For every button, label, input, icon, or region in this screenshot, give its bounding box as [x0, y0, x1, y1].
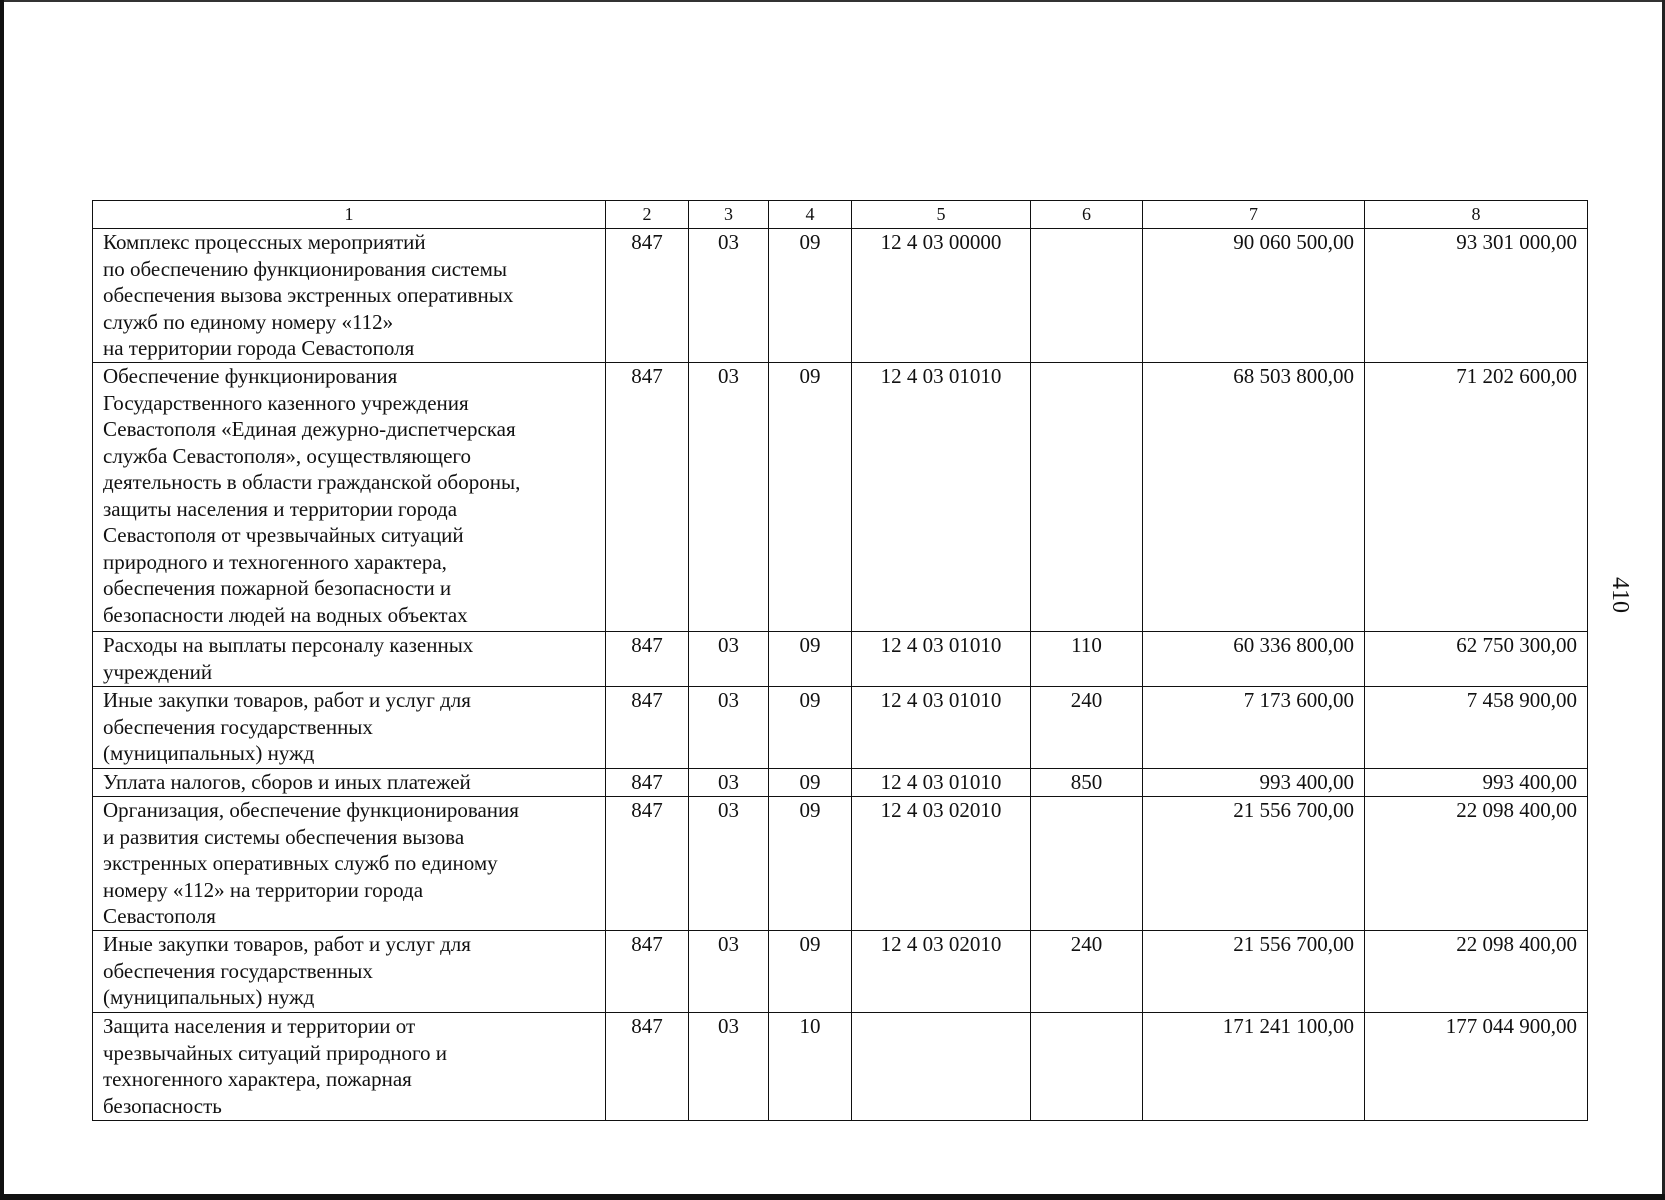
- cell-target-article: [852, 1013, 1031, 1121]
- cell-subsection-code: 09: [769, 363, 852, 632]
- cell-amount-year-1: 60 336 800,00: [1143, 632, 1365, 687]
- row-name-line: служб по единому номеру «112»: [103, 309, 394, 334]
- scan-edge-left: [0, 0, 4, 1200]
- cell-amount-year-2: 993 400,00: [1365, 769, 1588, 797]
- cell-subsection-code: 09: [769, 229, 852, 363]
- cell-section-code: 03: [689, 769, 769, 797]
- cell-amount-year-1: 7 173 600,00: [1143, 687, 1365, 769]
- cell-expense-type: 240: [1031, 687, 1143, 769]
- cell-amount-year-1: 21 556 700,00: [1143, 931, 1365, 1013]
- row-name-line: Иные закупки товаров, работ и услуг для: [103, 932, 471, 956]
- cell-target-article: 12 4 03 01010: [852, 632, 1031, 687]
- cell-section-code: 03: [689, 931, 769, 1013]
- row-name-line: чрезвычайных ситуаций природного и: [103, 1040, 448, 1065]
- row-name-line: техногенного характера, пожарная: [103, 1067, 412, 1091]
- cell-expense-type: [1031, 363, 1143, 632]
- column-number-7: 7: [1143, 201, 1365, 229]
- cell-target-article: 12 4 03 02010: [852, 931, 1031, 1013]
- cell-amount-year-2: 22 098 400,00: [1365, 797, 1588, 931]
- table-row: [93, 687, 1588, 769]
- row-name-line: Расходы на выплаты персоналу казенных: [103, 633, 474, 657]
- column-number-8: 8: [1365, 201, 1588, 229]
- cell-target-article: 12 4 03 00000: [852, 229, 1031, 363]
- column-number-row: [93, 201, 1588, 229]
- cell-amount-year-1: 21 556 700,00: [1143, 797, 1365, 931]
- cell-target-article: 12 4 03 01010: [852, 363, 1031, 632]
- cell-amount-year-1: 90 060 500,00: [1143, 229, 1365, 363]
- cell-admin-code: 847: [606, 363, 689, 632]
- cell-target-article: 12 4 03 01010: [852, 769, 1031, 797]
- cell-amount-year-1: 993 400,00: [1143, 769, 1365, 797]
- scan-edge-top: [0, 0, 1665, 2]
- row-name: [93, 229, 606, 363]
- cell-expense-type: [1031, 797, 1143, 931]
- cell-subsection-code: 09: [769, 931, 852, 1013]
- row-name-line: обеспечения пожарной безопасности и: [103, 576, 452, 600]
- row-name-line: и развития системы обеспечения вызова: [103, 824, 465, 849]
- cell-admin-code: 847: [606, 229, 689, 363]
- cell-amount-year-2: 7 458 900,00: [1365, 687, 1588, 769]
- page-number: 410: [1607, 577, 1633, 613]
- cell-admin-code: 847: [606, 1013, 689, 1121]
- cell-section-code: 03: [689, 1013, 769, 1121]
- cell-expense-type: [1031, 229, 1143, 363]
- row-name-line: Уплата налогов, сборов и иных платежей: [103, 770, 471, 794]
- row-name-line: экстренных оперативных служб по единому: [103, 851, 498, 875]
- row-name-line: природного и техногенного характера,: [103, 549, 447, 574]
- cell-target-article: 12 4 03 02010: [852, 797, 1031, 931]
- row-name-line: Комплекс процессных мероприятий: [103, 230, 426, 254]
- row-name: [93, 769, 606, 797]
- cell-amount-year-1: 68 503 800,00: [1143, 363, 1365, 632]
- table-row: [93, 363, 1588, 632]
- cell-section-code: 03: [689, 363, 769, 632]
- row-name-line: Организация, обеспечение функционирования: [103, 798, 519, 822]
- row-name: [93, 363, 606, 632]
- row-name-line: обеспечения вызова экстренных оперативных: [103, 283, 514, 307]
- row-name: [93, 931, 606, 1013]
- table-row: [93, 931, 1588, 1013]
- table-body: [93, 201, 1588, 1121]
- table-row: [93, 1013, 1588, 1121]
- cell-admin-code: 847: [606, 931, 689, 1013]
- table-row: [93, 797, 1588, 931]
- row-name-line: (муниципальных) нужд: [103, 985, 315, 1009]
- column-number-1: 1: [93, 201, 606, 229]
- row-name: [93, 797, 606, 931]
- row-name-line: Обеспечение функционирования: [103, 364, 398, 388]
- cell-amount-year-2: 22 098 400,00: [1365, 931, 1588, 1013]
- row-name: [93, 1013, 606, 1121]
- column-number-5: 5: [852, 201, 1031, 229]
- cell-subsection-code: 09: [769, 632, 852, 687]
- cell-admin-code: 847: [606, 687, 689, 769]
- row-name-line: обеспечения государственных: [103, 714, 373, 739]
- cell-expense-type: 240: [1031, 931, 1143, 1013]
- table-row: [93, 769, 1588, 797]
- cell-amount-year-2: 62 750 300,00: [1365, 632, 1588, 687]
- cell-admin-code: 847: [606, 632, 689, 687]
- row-name-line: безопасность: [103, 1093, 222, 1118]
- cell-expense-type: [1031, 1013, 1143, 1121]
- column-number-3: 3: [689, 201, 769, 229]
- cell-subsection-code: 09: [769, 687, 852, 769]
- row-name-line: защиты населения и территории города: [103, 496, 458, 521]
- row-name-line: Севастополя: [103, 904, 216, 928]
- cell-expense-type: 850: [1031, 769, 1143, 797]
- cell-section-code: 03: [689, 797, 769, 931]
- cell-expense-type: 110: [1031, 632, 1143, 687]
- row-name: [93, 687, 606, 769]
- row-name-line: Защита населения и территории от: [103, 1014, 416, 1038]
- budget-table: [92, 200, 1588, 1121]
- cell-amount-year-2: 177 044 900,00: [1365, 1013, 1588, 1121]
- scan-edge-bottom: [0, 1194, 1665, 1200]
- row-name-line: Иные закупки товаров, работ и услуг для: [103, 688, 471, 712]
- cell-amount-year-2: 71 202 600,00: [1365, 363, 1588, 632]
- row-name-line: служба Севастополя», осуществляющего: [103, 443, 472, 468]
- row-name-line: безопасности людей на водных объектах: [103, 602, 468, 627]
- row-name-line: (муниципальных) нужд: [103, 741, 315, 765]
- row-name-line: учреждений: [103, 659, 213, 684]
- row-name-line: Севастополя «Единая дежурно-диспетчерская: [103, 417, 516, 441]
- cell-section-code: 03: [689, 632, 769, 687]
- row-name: [93, 632, 606, 687]
- cell-subsection-code: 09: [769, 797, 852, 931]
- row-name-line: номеру «112» на территории города: [103, 877, 424, 902]
- column-number-2: 2: [606, 201, 689, 229]
- cell-amount-year-2: 93 301 000,00: [1365, 229, 1588, 363]
- cell-target-article: 12 4 03 01010: [852, 687, 1031, 769]
- row-name-line: Государственного казенного учреждения: [103, 390, 469, 415]
- cell-section-code: 03: [689, 229, 769, 363]
- table-row: [93, 229, 1588, 363]
- row-name-line: деятельность в области гражданской обороны,: [103, 470, 521, 494]
- cell-admin-code: 847: [606, 797, 689, 931]
- column-number-4: 4: [769, 201, 852, 229]
- table-row: [93, 632, 1588, 687]
- row-name-line: на территории города Севастополя: [103, 336, 415, 360]
- row-name-line: по обеспечению функционирования системы: [103, 256, 507, 281]
- cell-subsection-code: 09: [769, 769, 852, 797]
- cell-amount-year-1: 171 241 100,00: [1143, 1013, 1365, 1121]
- cell-subsection-code: 10: [769, 1013, 852, 1121]
- cell-admin-code: 847: [606, 769, 689, 797]
- row-name-line: обеспечения государственных: [103, 958, 373, 983]
- row-name-line: Севастополя от чрезвычайных ситуаций: [103, 523, 464, 547]
- column-number-6: 6: [1031, 201, 1143, 229]
- cell-section-code: 03: [689, 687, 769, 769]
